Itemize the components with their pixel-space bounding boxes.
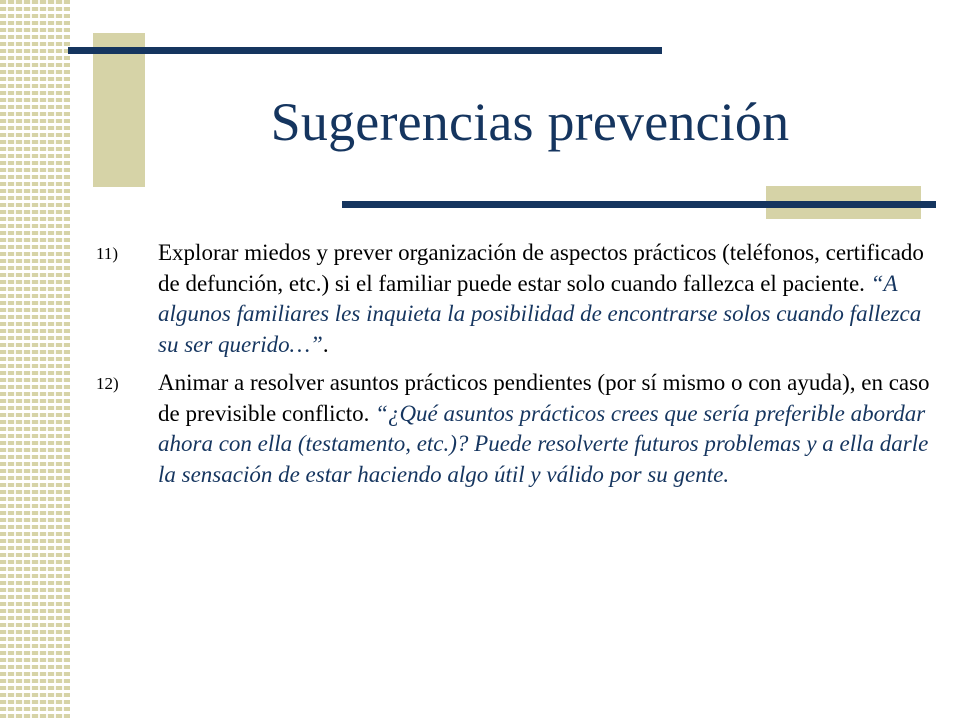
item-text — [158, 368, 930, 490]
slide-title: Sugerencias prevención — [270, 92, 790, 152]
item-quote: “¿Qué asuntos prácticos crees que sería preferible abordar ahora con ella (testamento, etc.)? Puede resolverte futuros problemas y a ella darle la sensación de estar haciendo algo útil y válido por su gente. — [158, 400, 929, 487]
list-item — [96, 368, 930, 490]
item-number: 11) — [96, 244, 119, 263]
item-quote: “A algunos familiares les inquieta la posibilidad de encontrarse solos cuando fallezca su ser querido…” — [158, 270, 922, 357]
item-text — [158, 238, 930, 360]
list-item — [96, 238, 930, 360]
decorative-line-bottom — [342, 201, 936, 208]
item-body: Explorar miedos y prever organización de aspectos prácticos (teléfonos, certificado de defunción, etc.) si el familiar puede estar solo cuando fallezca el paciente. — [158, 240, 924, 296]
item-number: 12) — [96, 374, 119, 393]
item-body: Animar a resolver asuntos prácticos pendientes (por sí mismo o con ayuda), en caso de previsible conflicto. — [158, 370, 930, 426]
decorative-line-top — [68, 47, 662, 54]
item-tail: . — [322, 331, 329, 357]
suggestion-list — [96, 238, 930, 498]
